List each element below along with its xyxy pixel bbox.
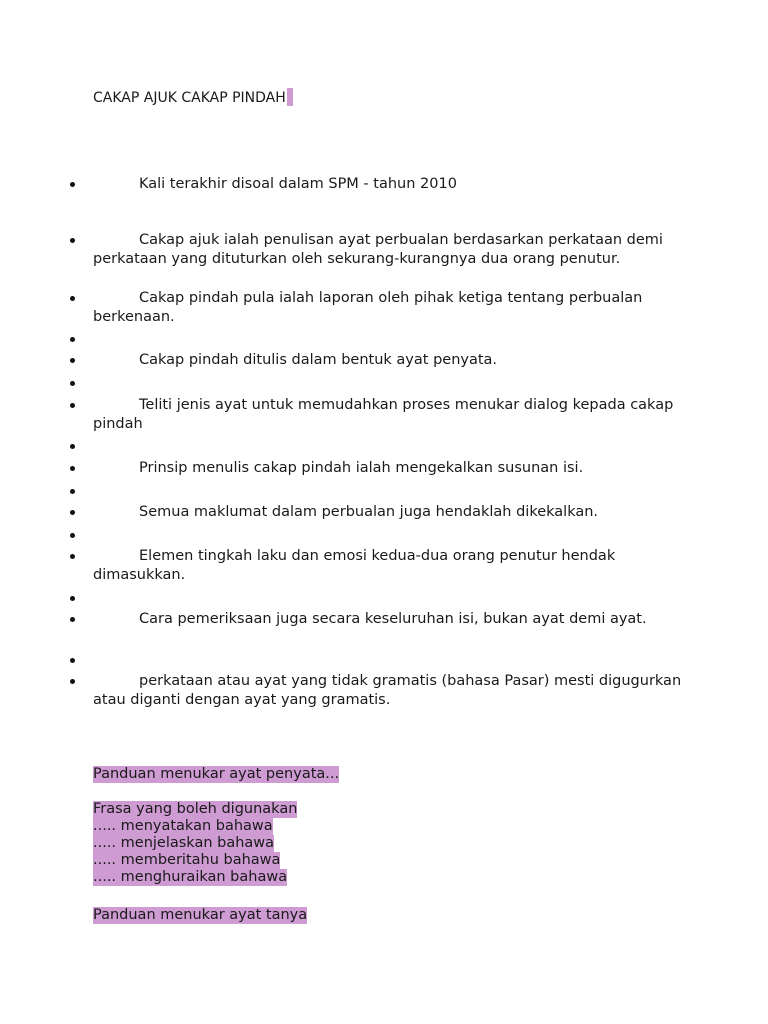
list-item-text: Cara pemeriksaan juga secara keseluruhan isi, bukan ayat demi ayat. — [139, 611, 647, 627]
list-item-text: Semua maklumat dalam perbualan juga hendaklah dikekalkan. — [139, 504, 599, 520]
list-item-text: Elemen tingkah laku dan emosi kedua-dua orang penutur hendak dimasukkan. — [93, 548, 616, 583]
question-guide-heading — [93, 907, 307, 924]
statement-guide-heading-text: Panduan menukar ayat penyata... — [93, 766, 340, 782]
list-item-text: perkataan atau ayat yang tidak gramatis (bahasa Pasar) mesti digugurkan atau diganti dengan ayat yang gramatis. — [93, 673, 682, 708]
bullet-icon — [70, 381, 75, 386]
bullet-icon — [70, 596, 75, 601]
phrase-item: ..... memberitahu bahawa — [93, 852, 281, 868]
bullet-icon — [70, 533, 75, 538]
question-guide-heading-text: Panduan menukar ayat tanya — [93, 907, 308, 923]
bullet-icon — [70, 182, 75, 187]
bullet-icon — [70, 617, 75, 622]
bullet-icon — [70, 403, 75, 408]
list-item-text: Cakap pindah pula ialah laporan oleh pihak ketiga tentang perbualan berkenaan. — [93, 290, 643, 325]
phrase-item: ..... menyatakan bahawa — [93, 818, 273, 834]
bullet-icon — [70, 444, 75, 449]
bullet-icon — [70, 466, 75, 471]
bullet-icon — [70, 358, 75, 363]
list-item-text: Cakap ajuk ialah penulisan ayat perbualan berdasarkan perkataan demi perkataan yang dituturkan oleh sekurang-kurangnya dua orang penutur. — [93, 232, 663, 267]
bullet-icon — [70, 489, 75, 494]
list-item-text: Prinsip menulis cakap pindah ialah mengekalkan susunan isi. — [139, 460, 584, 476]
bullet-icon — [70, 337, 75, 342]
document-title-text: CAKAP AJUK CAKAP PINDAH — [93, 90, 286, 106]
bullet-icon — [70, 679, 75, 684]
bullet-icon — [70, 658, 75, 663]
bullet-icon — [70, 510, 75, 515]
list-item-text: Cakap pindah ditulis dalam bentuk ayat penyata. — [139, 352, 498, 368]
phrase-item: ..... menjelaskan bahawa — [93, 835, 275, 851]
statement-guide-heading — [93, 766, 339, 783]
bullet-icon — [70, 238, 75, 243]
list-item-text: Kali terakhir disoal dalam SPM - tahun 2010 — [139, 176, 457, 192]
bullet-icon — [70, 554, 75, 559]
bullet-icon — [70, 296, 75, 301]
list-item-text: Teliti jenis ayat untuk memudahkan proses menukar dialog kepada cakap pindah — [93, 397, 674, 432]
phrases-heading: Frasa yang boleh digunakan — [93, 801, 298, 817]
text-cursor-highlight — [287, 88, 293, 106]
phrases-block — [93, 801, 297, 886]
phrase-item: ..... menghuraikan bahawa — [93, 869, 288, 885]
document-title — [93, 88, 293, 107]
